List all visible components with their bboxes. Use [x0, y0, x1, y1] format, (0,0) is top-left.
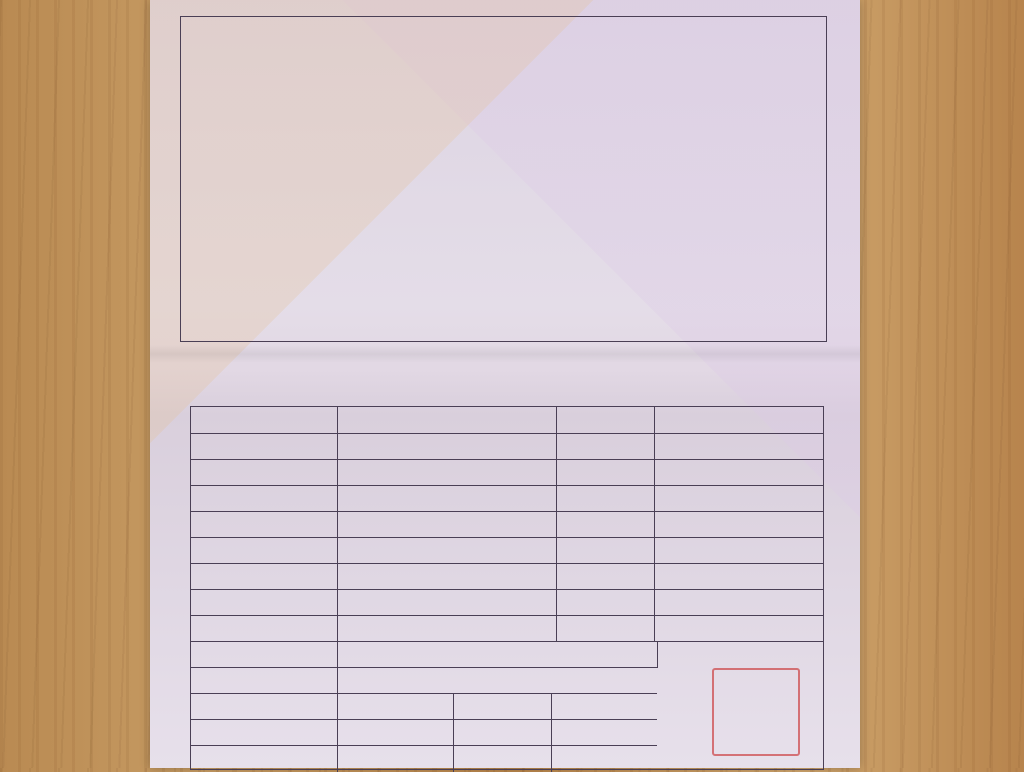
body-color-label: [562, 434, 652, 460]
outline-wide-label: [441, 642, 457, 668]
seal-char: [756, 704, 792, 719]
outline-wide-value: [463, 642, 503, 668]
vehicle-model-value: [345, 434, 545, 460]
table-row: [191, 511, 823, 538]
tire-spec-value: [343, 590, 553, 616]
tire-count-value: [681, 564, 741, 590]
rated-passengers-unit: [433, 720, 451, 746]
track-rear-value: [471, 564, 521, 590]
rated-load-unit: [631, 694, 655, 720]
wheelbase-label: [197, 616, 337, 642]
table-row: [191, 667, 657, 694]
cab-passengers-label: [197, 746, 337, 772]
axle-count-label: [562, 616, 652, 642]
engine-model-label: [562, 486, 652, 512]
vin-value: [345, 460, 545, 486]
seal-char: [720, 735, 756, 750]
usage-value: [571, 746, 651, 772]
engine-number-label: [197, 486, 337, 512]
vehicle-model-label: [197, 434, 337, 460]
seal-char: [720, 674, 756, 689]
manufacturer-label: [197, 538, 337, 564]
table-row: [191, 641, 823, 668]
manufacturer-value: [345, 538, 545, 564]
rated-load-label: [457, 694, 547, 720]
cargo-wide-label: [441, 668, 457, 694]
leaf-spring-label: [562, 590, 652, 616]
axle-count-value: [679, 616, 709, 642]
outline-unit: [631, 642, 655, 668]
usage-label: [457, 746, 547, 772]
table-row: [191, 693, 657, 720]
rated-passengers-value: [343, 720, 383, 746]
outline-size-label: [197, 642, 337, 668]
cargo-high-label: [547, 668, 563, 694]
official-seal: [712, 668, 800, 756]
outline-long-value: [361, 642, 401, 668]
rated-passengers-label: [197, 720, 337, 746]
engine-model-value: [678, 486, 798, 512]
outline-high-value: [575, 642, 615, 668]
table-row: [191, 485, 823, 512]
tire-spec-label: [197, 590, 337, 616]
issuing-authority-label: [665, 642, 785, 668]
page-fold: [150, 345, 860, 363]
seal-char: [756, 674, 792, 689]
vin-label: [197, 460, 337, 486]
track-front-value: [361, 564, 421, 590]
leaf-spring-axle: [663, 590, 703, 616]
table-row: [191, 407, 823, 433]
cargo-box-label: [197, 668, 337, 694]
displacement-value: [681, 512, 701, 538]
cargo-unit: [631, 668, 655, 694]
table-row: [191, 615, 823, 642]
fuel-type-value: [345, 512, 545, 538]
body-color-value: [678, 434, 798, 460]
table-row: [191, 563, 823, 590]
transfer-summary-table: [180, 16, 827, 342]
origin-label: [562, 460, 652, 486]
wheelbase-unit: [529, 616, 551, 642]
power-value: [761, 512, 791, 538]
track-front-label: [343, 564, 359, 590]
seal-char: [756, 689, 792, 704]
table-row: [191, 589, 823, 616]
tire-count-label: [562, 564, 652, 590]
displacement-unit: [731, 512, 761, 538]
table-row: [191, 433, 823, 460]
towing-mass-label: [457, 720, 547, 746]
gross-mass-value: [343, 694, 403, 720]
vehicle-type-label: [197, 407, 337, 433]
table-row: [191, 459, 823, 486]
leaf-spring-unit: [801, 590, 817, 616]
gross-mass-label: [197, 694, 337, 720]
seal-char: [720, 704, 756, 719]
seal-char: [756, 720, 792, 735]
fuel-type-label: [197, 512, 337, 538]
track-unit: [533, 564, 555, 590]
cab-passengers-unit: [433, 746, 451, 772]
wheelbase-value: [343, 616, 403, 642]
brand-value: [678, 407, 798, 433]
outline-long-label: [343, 642, 359, 668]
track-rear-label: [429, 564, 445, 590]
cargo-long-label: [343, 668, 359, 694]
gross-mass-unit: [431, 694, 451, 720]
displacement-power-label: [562, 512, 652, 538]
engine-number-value: [345, 486, 545, 512]
outline-high-label: [547, 642, 563, 668]
table-row: [191, 719, 657, 746]
brand-label: [562, 407, 652, 433]
vehicle-type-value: [345, 407, 545, 433]
steering-value: [678, 538, 798, 564]
table-row: [191, 537, 823, 564]
track-width-label: [197, 564, 337, 590]
steering-label: [562, 538, 652, 564]
power-unit: [796, 512, 820, 538]
seal-char: [720, 720, 756, 735]
origin-value: [678, 460, 798, 486]
seal-char: [720, 689, 756, 704]
